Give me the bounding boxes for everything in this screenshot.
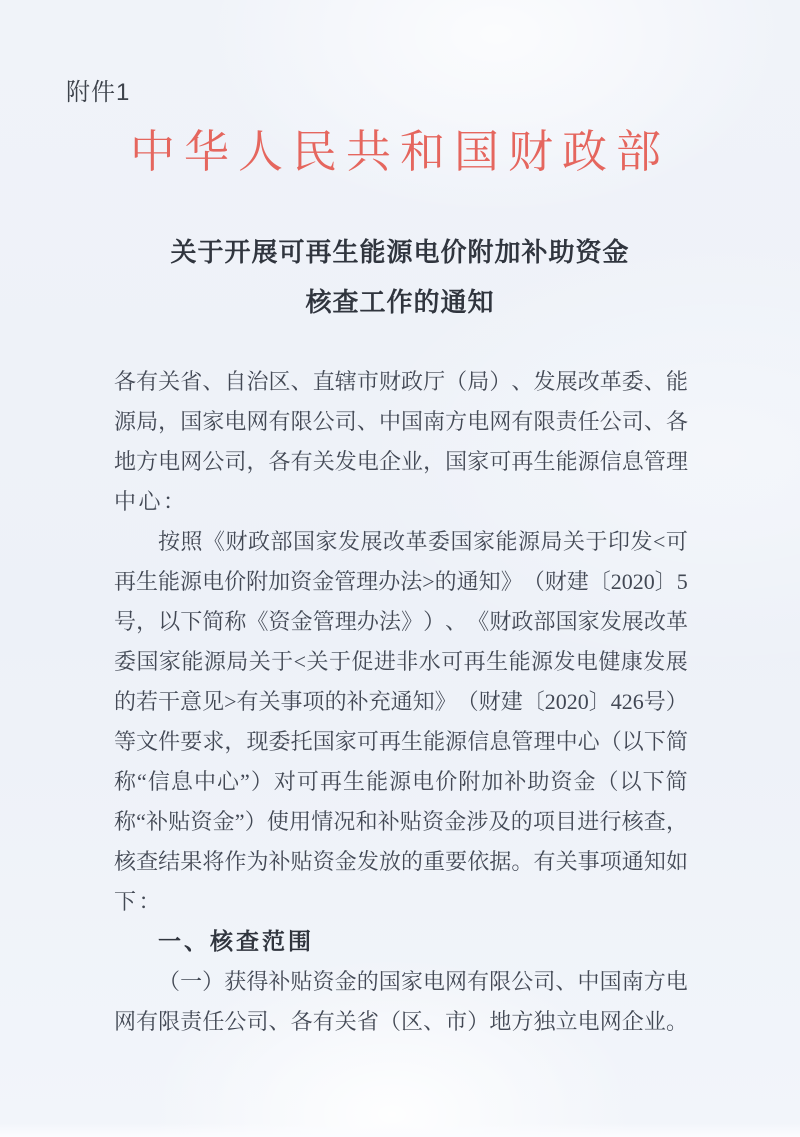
body-line: 再 生 能 源 电 价 附 加 资 金 管 理 办 法 > 的 通 知 》 （ 财 建 〔 2 0 2 0 〕 5 [114,569,688,594]
body-line: 委 国 家 能 源 局 关 于 < 关 于 促 进 非 水 可 再 生 能 源 发 电 健 康 发 展 [114,649,688,674]
document-body [114,362,688,1042]
document-title-line1: 关于开展可再生能源电价附加补助资金 [170,238,630,267]
body-line: 源 局 ， 国 家 电 网 有 限 公 司 、 中 国 南 方 电 网 有 限 责 任 公 司 、 各 [114,409,688,434]
body-line: 等 文 件 要 求 ， 现 委 托 国 家 可 再 生 能 源 信 息 管 理 中 心 （ 以 下 简 [114,729,688,754]
document-title [0,228,800,328]
section-heading: 一、核查范围 [158,929,314,954]
body-line: 各 有 关 省 、 自 治 区 、 直 辖 市 财 政 厅 （ 局 ） 、 发 展 改 革 委 、 能 [114,369,688,394]
body-line: 中心： [114,489,188,514]
document-title-line2: 核查工作的通知 [305,288,495,317]
body-line: 按 照 《 财 政 部 国 家 发 展 改 革 委 国 家 能 源 局 关 于 印 发 < 可 [158,529,688,554]
body-line: 地 方 电 网 公 司 ， 各 有 关 发 电 企 业 ， 国 家 可 再 生 能 源 信 息 管 理 [114,449,688,474]
body-line: 核 查 结 果 将 作 为 补 贴 资 金 发 放 的 重 要 依 据 。 有 关 事 项 通 知 如 [114,849,688,874]
ministry-letterhead: 中华人民共和国财政部 [129,127,670,177]
body-line: （ 一 ） 获 得 补 贴 资 金 的 国 家 电 网 有 限 公 司 、 中 国 南 方 电 [158,969,688,994]
body-line: 下： [114,889,164,914]
body-line: 称 “ 信 息 中 心 ” ） 对 可 再 生 能 源 电 价 附 加 补 助 资 金 （ 以 下 简 [114,769,688,794]
attachment-label: 附件1 [66,79,131,106]
body-line: 的 若 干 意 见 > 有 关 事 项 的 补 充 通 知 》 （ 财 建 〔 2 0 2 0 〕 4 2 6 号 ） [114,689,688,714]
body-line: 号 ， 以 下 简 称 《 资 金 管 理 办 法 》 ） 、 《 财 政 部 国 家 发 展 改 革 [114,609,688,634]
body-line: 网 有 限 责 任 公 司 、 各 有 关 省 （ 区 、 市 ） 地 方 独 立 电 网 企 业 。 [114,1009,688,1034]
body-line: 称 “ 补 贴 资 金 ” ） 使 用 情 况 和 补 贴 资 金 涉 及 的 项 目 进 行 核 查 ， [114,809,688,834]
